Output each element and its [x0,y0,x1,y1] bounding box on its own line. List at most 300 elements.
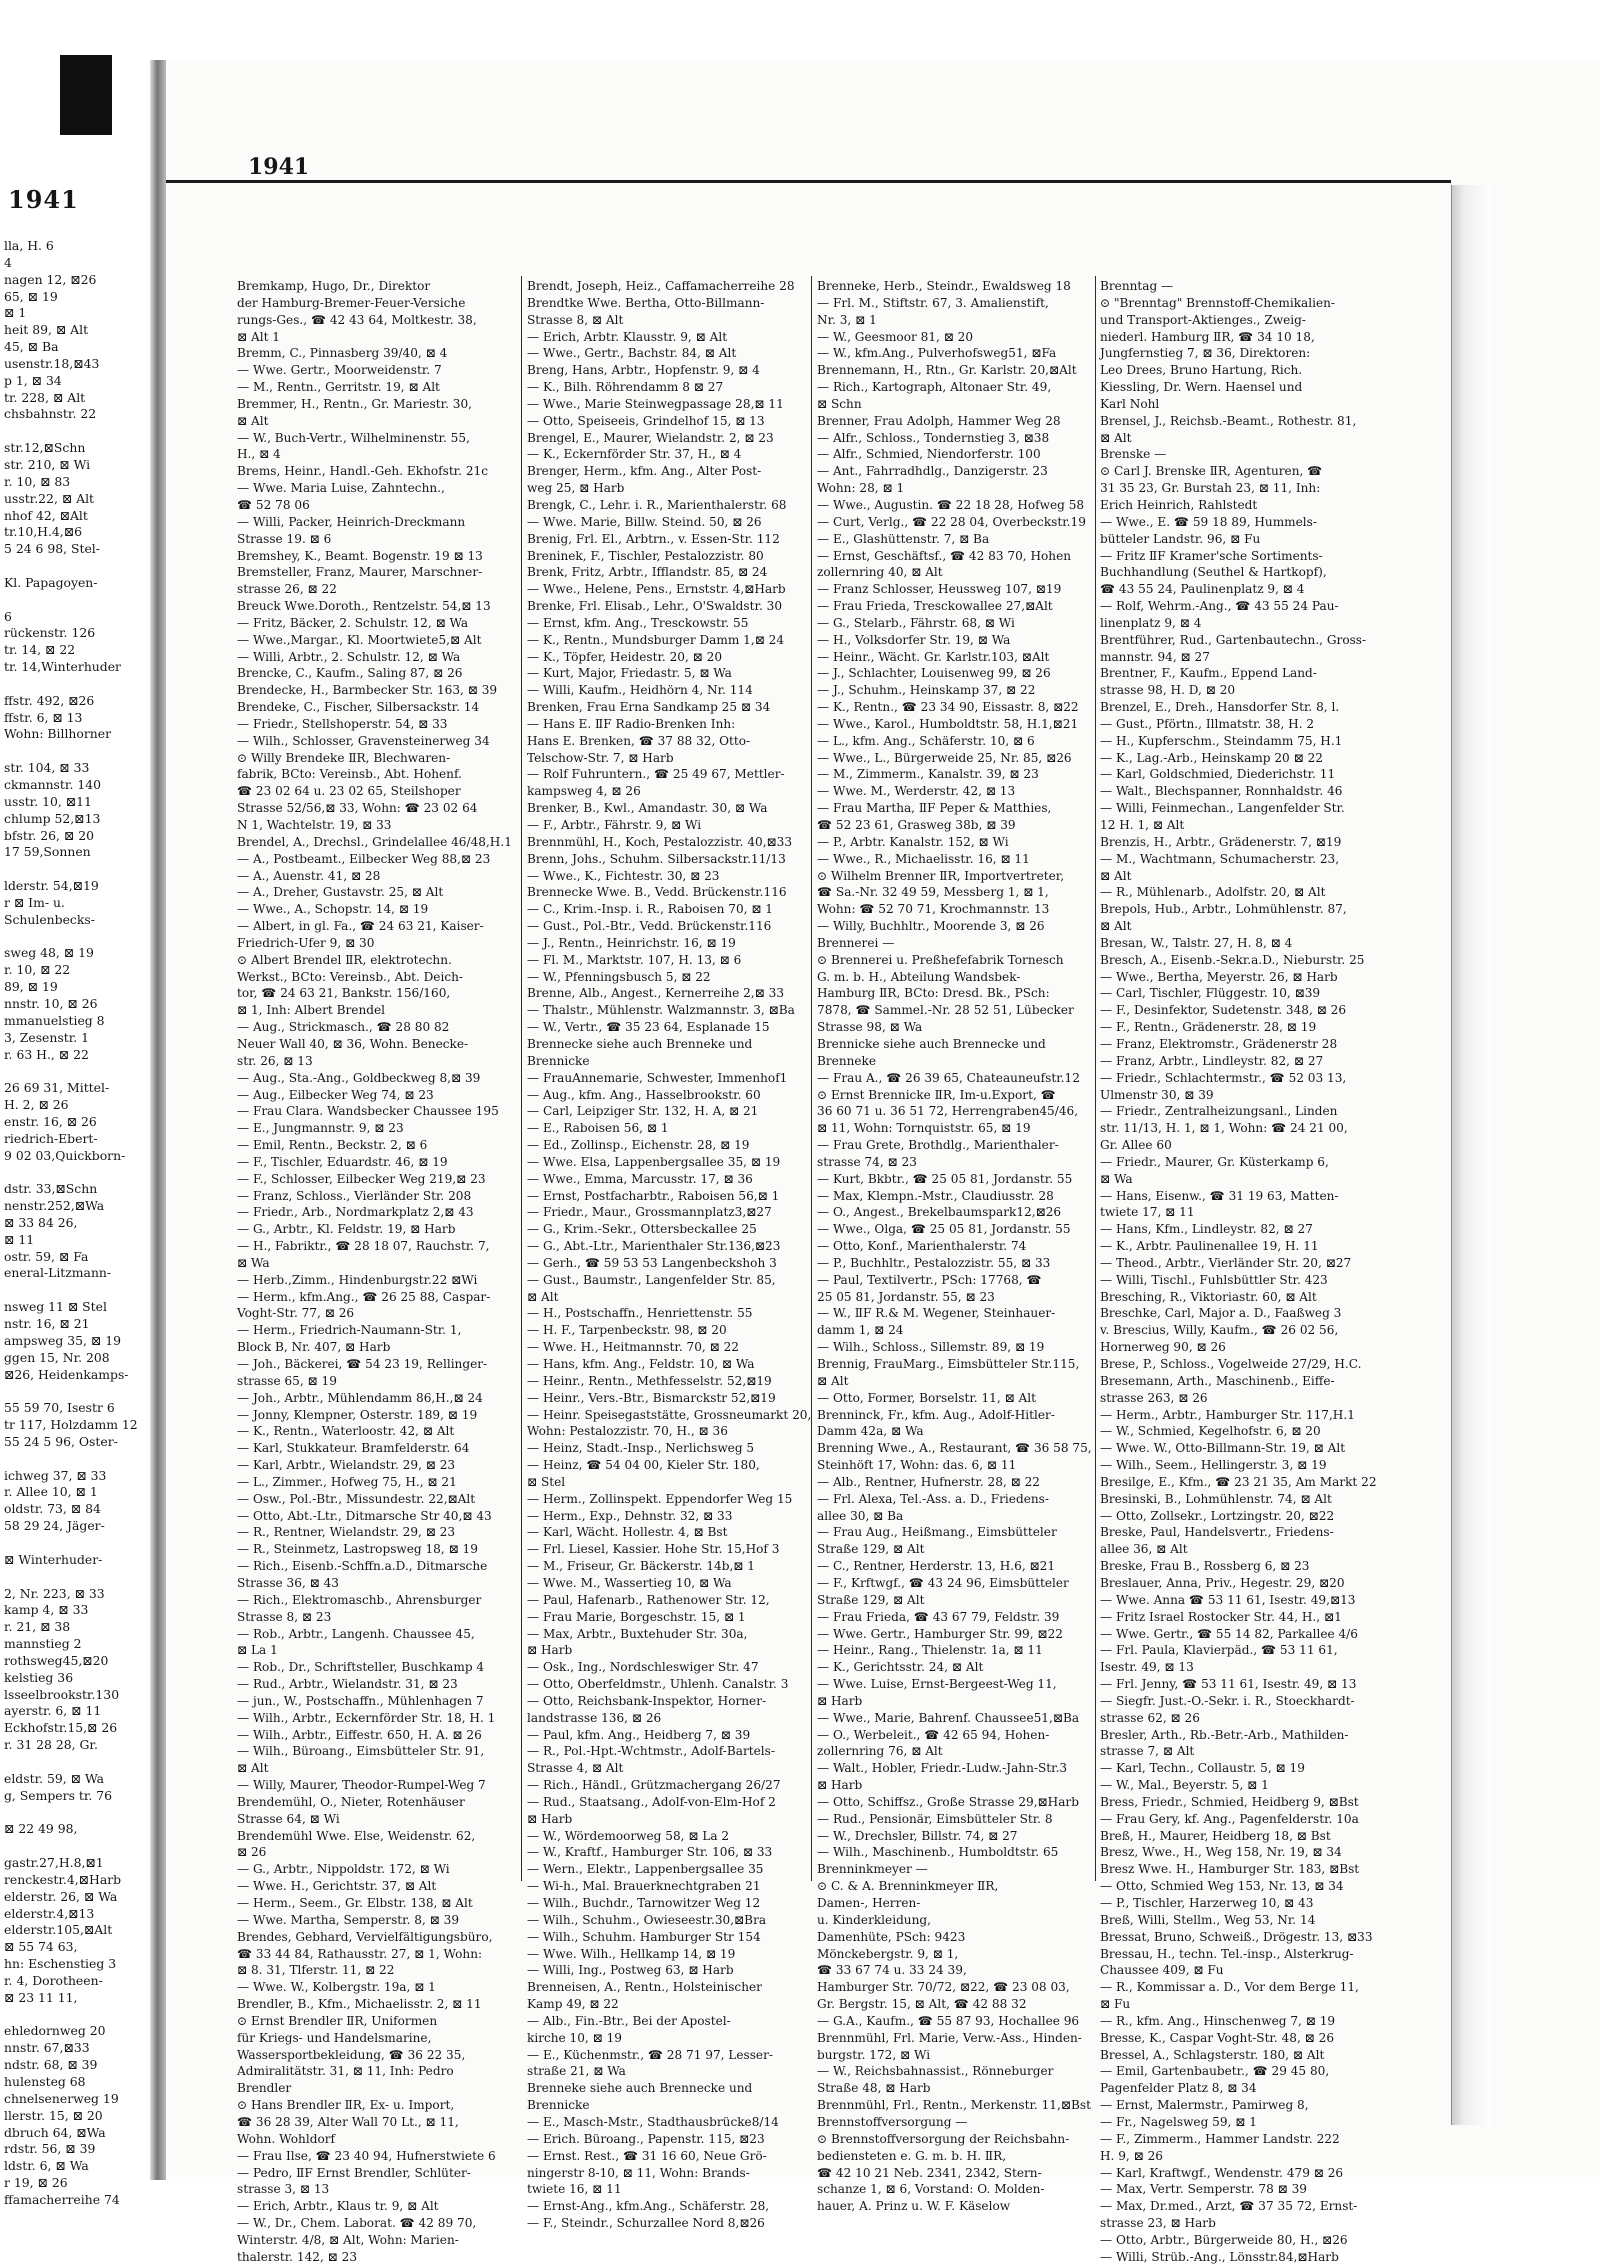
directory-entry-line: Strasse 19. ⊠ 6 [237,531,332,546]
directory-entry-line: — Otto, Schmied Weg 153, Nr. 13, ⊠ 34 [1100,1879,1344,1894]
page-edge-shadow [1451,185,1492,2125]
directory-entry-line: — G., Abt.-Ltr., Marienthaler Str.136,⊠23 [527,1239,781,1254]
directory-entry-line: — Frau A., ☎ 26 39 65, Chateauneufstr.12 [817,1070,1080,1085]
directory-entry-line: — Karl, Kraftwgf., Wendenstr. 479 ⊠ 26 [1100,2165,1344,2180]
previous-page-line: rdstr. 56, ⊠ 39 [4,2141,96,2157]
directory-entry-line: — Frl. Paula, Klavierpäd., ☎ 53 11 61, [1100,1643,1338,1658]
directory-entry-line: 36 60 71 u. 36 51 72, Herrengraben45/46, [817,1104,1079,1119]
directory-entry-line: Brenner, Frau Adolph, Hammer Weg 28 [817,413,1061,428]
directory-entry-line: — Karl, Wächt. Hollestr. 4, ⊠ Bst [527,1525,728,1540]
directory-entry-line: — Rud., Staatsang., Adolf-von-Elm-Hof 2 [527,1794,776,1809]
directory-entry-line: Strasse 8, ⊠ Alt [527,312,624,327]
directory-entry-line: v. Brescius, Willy, Kaufm., ☎ 26 02 56, [1100,1323,1339,1338]
directory-entry-line: — Karl, Goldschmied, Diederichstr. 11 [1100,767,1336,782]
directory-entry-line: — Aug., Eilbecker Weg 74, ⊠ 23 [237,1087,434,1102]
previous-page-line: 2, Nr. 223, ⊠ 33 [4,1585,105,1601]
directory-entry-line: und Transport-Aktienges., Zweig- [1100,312,1306,327]
directory-entry-line: — Curt, Verlg., ☎ 22 28 04, Overbeckstr.19 [817,514,1086,529]
directory-entry-line: — Heinr., Vers.-Btr., Bismarckstr 52,⊠19 [527,1390,776,1405]
directory-entry-line: — Willi, Strüb.-Ang., Lönsstr.84,⊠Harb [1100,2249,1339,2264]
directory-entry-line: Brennmühl, H., Koch, Pestalozzistr. 40,⊠33 [527,834,793,849]
previous-page-line: tr 117, Holzdamm 12 [4,1417,138,1433]
directory-entry-line: — H., Kupferschm., Steindamm 75, H.1 [1100,733,1343,748]
directory-entry-line: Hornerweg 90, ⊠ 26 [1100,1340,1226,1355]
directory-entry-line: Brennecke Wwe. B., Vedd. Brückenstr.116 [527,885,787,900]
directory-entry-line: — K., Eckernförder Str. 37, H., ⊠ 4 [527,447,742,462]
directory-entry-line: — Herm., kfm.Ang., ☎ 26 25 88, Caspar- [237,1289,491,1304]
directory-entry-line: — F., Steindr., Schurzallee Nord 8,⊠26 [527,2216,765,2231]
directory-entry-line: Buchhandlung (Seuthel & Hartkopf), [1100,565,1327,580]
previous-page-line: 9 02 03,Quickborn- [4,1147,126,1163]
directory-entry-line: — Wilh., Maschinenb., Humboldtstr. 65 [817,1845,1059,1860]
directory-entry-line: Strasse 52/56,⊠ 33, Wohn: ☎ 23 02 64 [237,801,478,816]
directory-entry-line: — F., Zimmerm., Hammer Landstr. 222 [1100,2131,1340,2146]
directory-entry-line: — Ernst-Ang., kfm.Ang., Schäferstr. 28, [527,2199,770,2214]
directory-entry-line: Brendler [237,2081,292,2096]
directory-entry-line: strasse 74, ⊠ 23 [817,1154,917,1169]
directory-entry-line: — J., Schuhm., Heinskamp 37, ⊠ 22 [817,683,1036,698]
directory-entry-line: Brenger, Herm., kfm. Ang., Alter Post- [527,464,762,479]
previous-page-line: ndstr. 68, ⊠ 39 [4,2057,98,2073]
previous-page-line: ffstr. 6, ⊠ 13 [4,709,83,725]
previous-page-line: H. 2, ⊠ 26 [4,1097,69,1113]
previous-page-line: 6 [4,608,12,624]
directory-entry-line: Pagenfelder Platz 8, ⊠ 34 [1100,2081,1257,2096]
directory-entry-line: — W., Reichsbahnassist., Rönneburger [817,2064,1054,2079]
previous-page-line [4,1164,154,1181]
directory-entry-line: — Herm., Arbtr., Hamburger Str. 117,H.1 [1100,1407,1355,1422]
directory-entry-line: ningerstr 8-10, ⊠ 11, Wohn: Brands- [527,2165,750,2180]
directory-entry-line: ⊠ Schn [817,396,862,411]
directory-entry-line: — Fritz ⅡF Kramer'sche Sortiments- [1100,548,1323,563]
directory-entry-line: ⊠ Wa [1100,1171,1133,1186]
directory-entry-line: — Paul, kfm. Ang., Heidberg 7, ⊠ 39 [527,1727,751,1742]
directory-column-2 [527,278,812,2231]
directory-entry-line: — Pedro, ⅡF Ernst Brendler, Schlüter- [237,2165,471,2180]
directory-entry-line: — Aug., Sta.-Ang., Goldbeckweg 8,⊠ 39 [237,1070,481,1085]
directory-entry-line: — Otto, Zollsekr., Lortzingstr. 20, ⊠22 [1100,1508,1335,1523]
directory-entry-line: Bresching, R., Viktoriastr. 60, ⊠ Alt [1100,1289,1317,1304]
directory-entry-line: — Wilh., Büroang., Eimsbütteler Str. 91, [237,1744,485,1759]
directory-entry-line: — Paul, Textilvertr., PSch: 17768, ☎ [817,1272,1042,1287]
directory-entry-line: G. m. b. H., Abteilung Wandsbek- [817,969,1021,984]
directory-entry-line: — Wilh., Arbtr., Eiffestr. 650, H. A. ⊠ 26 [237,1727,482,1742]
directory-entry-line: Brenken, Frau Erna Sandkamp 25 ⊠ 34 [527,700,771,715]
directory-entry-line: — W., Schmied, Kegelhofstr. 6, ⊠ 20 [1100,1424,1321,1439]
previous-page-line: enstr. 16, ⊠ 26 [4,1113,97,1129]
directory-entry-line: — R., Mühlenarb., Adolfstr. 20, ⊠ Alt [1100,885,1326,900]
previous-page-line [4,1804,154,1821]
directory-entry-line: — W., ⅡF R.& M. Wegener, Steinhauer- [817,1306,1056,1321]
directory-entry-line: — Wi-h., Mal. Brauerknechtgraben 21 [527,1879,761,1894]
directory-entry-line: ⊙ "Brenntag" Brennstoff-Chemikalien- [1100,295,1336,310]
directory-entry-line: strasse 62, ⊠ 26 [1100,1710,1200,1725]
previous-page-line: ⊠ 23 11 11, [4,1989,78,2005]
directory-entry-line: ☎ 43 55 24, Paulinenplatz 9, ⊠ 4 [1100,582,1305,597]
directory-entry-line: — Fr., Nagelsweg 59, ⊠ 1 [1100,2114,1257,2129]
directory-entry-line: — Frau Grete, Brothdlg., Marienthaler- [817,1138,1059,1153]
previous-page-line: 4 [4,254,12,270]
directory-entry-line: — R., Rentner, Wielandstr. 29, ⊠ 23 [237,1525,456,1540]
directory-entry-line: Kiessling, Dr. Wern. Haensel und [1100,380,1303,395]
directory-entry-line: Erich Heinrich, Rahlstedt [1100,497,1258,512]
directory-entry-line: Brendt, Joseph, Heiz., Caffamacherreihe 28 [527,279,795,293]
directory-entry-line: ☎ 33 44 84, Rathausstr. 27, ⊠ 1, Wohn: [237,1946,483,1961]
directory-entry-line: Isestr. 49, ⊠ 13 [1100,1660,1194,1675]
directory-page [166,60,1600,2264]
previous-page-line: r. 10, ⊠ 83 [4,473,71,489]
directory-entry-line: — Friedr., Maur., Grossmannplatz3,⊠27 [527,1205,772,1220]
directory-entry-line: Brendemühl, O., Nieter, Rotenhäuser [237,1794,465,1809]
directory-entry-line: — W., Vertr., ☎ 35 23 64, Esplanade 15 [527,1020,770,1035]
directory-entry-line: — F., Arbtr., Fährstr. 9, ⊠ Wi [527,818,702,832]
previous-page-line: tr. 228, ⊠ Alt [4,389,86,405]
directory-entry-line: strasse 7, ⊠ Alt [1100,1744,1195,1759]
directory-entry-line: ☎ 23 02 64 u. 23 02 65, Steilshoper [237,784,461,799]
directory-entry-line: — Wwe. M., Wassertieg 10, ⊠ Wa [527,1575,732,1590]
directory-entry-line: — Albert, in gl. Fa., ☎ 24 63 21, Kaiser- [237,919,484,934]
previous-page-line: Wohn: Billhorner [4,726,112,742]
directory-entry-line: strasse 65, ⊠ 19 [237,1373,337,1388]
directory-entry-line: — Walt., Hobler, Friedr.-Ludw.-Jahn-Str.3 [817,1761,1068,1776]
directory-entry-line: — K., Arbtr. Paulinenallee 19, H. 11 [1100,1239,1319,1254]
previous-page-line: ostr. 59, ⊠ Fa [4,1248,89,1264]
directory-entry-line: — P., Tischler, Harzerweg 10, ⊠ 43 [1100,1896,1314,1910]
directory-entry-line: — W., Wördemoorweg 58, ⊠ La 2 [527,1828,730,1843]
directory-entry-line: Bremshey, K., Beamt. Bogenstr. 19 ⊠ 13 [237,548,483,563]
directory-entry-line: bütteler Landstr. 96, ⊠ Fu [1100,531,1261,546]
directory-entry-line: ⊙ Willy Brendeke ⅡR, Blechwaren- [237,750,451,765]
directory-entry-line: ⊠ Alt [1100,430,1132,445]
directory-entry-line: — Rolf, Wehrm.-Ang., ☎ 43 55 24 Pau- [1100,599,1339,614]
directory-entry-line: — Heinz, Stadt.-Insp., Nerlichsweg 5 [527,1441,755,1456]
directory-entry-line: — Carl, Leipziger Str. 132, H. A, ⊠ 21 [527,1104,759,1119]
previous-page-line: nnstr. 10, ⊠ 26 [4,995,98,1011]
directory-entry-line: strasse 98, H. D, ⊠ 20 [1100,683,1236,698]
directory-entry-line: — K., Lag.-Arb., Heinskamp 20 ⊠ 22 [1100,750,1323,765]
directory-entry-line: — F., Schlosser, Eilbecker Weg 219,⊠ 23 [237,1171,486,1186]
directory-entry-line: — E., Küchenmstr., ☎ 28 71 97, Lesser- [527,2047,773,2062]
directory-entry-line: — E., Raboisen 56, ⊠ 1 [527,1121,669,1136]
directory-entry-line: Brennicke [527,1053,590,1068]
directory-entry-line: — Kurt, Bkbtr., ☎ 25 05 81, Jordanstr. 55 [817,1171,1073,1186]
directory-entry-line: Bremmer, H., Rentn., Gr. Mariestr. 30, [237,396,473,411]
directory-entry-line: — Hans, kfm. Ang., Feldstr. 10, ⊠ Wa [527,1357,755,1371]
directory-entry-line: Gr. Bergstr. 15, ⊠ Alt, ☎ 42 88 32 [817,1997,1027,2012]
previous-page-line: ggen 15, Nr. 208 [4,1349,110,1365]
directory-entry-line: — C., Rentner, Herderstr. 13, H.6, ⊠21 [817,1559,1056,1574]
directory-entry-line: — Joh., Bäckerei, ☎ 54 23 19, Rellinger- [237,1357,488,1371]
previous-page-line: r. 31 28 28, Gr. [4,1737,98,1753]
directory-entry-line: — Herm., Zollinspekt. Eppendorfer Weg 15 [527,1491,793,1506]
directory-entry-line: ⊠ Harb [817,1778,863,1793]
directory-entry-line: — H., Volksdorfer Str. 19, ⊠ Wa [817,632,1011,647]
directory-entry-line: ⊙ Albert Brendel ⅡR, elektrotechn. [237,952,452,967]
directory-entry-line: H., ⊠ 4 [237,447,281,462]
directory-entry-line: ⊙ Carl J. Brenske ⅡR, Agenturen, ☎ [1100,464,1323,479]
directory-entry-line: — Wilh., Schloss., Sillemstr. 89, ⊠ 19 [817,1340,1045,1355]
directory-entry-line: Brenke, Frl. Elisab., Lehr., O'Swaldstr. 30 [527,599,783,614]
directory-entry-line: ⊠ Harb [817,1693,863,1708]
directory-entry-line: — Frau Marie, Borgeschstr. 15, ⊠ 1 [527,1609,746,1624]
directory-entry-line: — M., Zimmerm., Kanalstr. 39, ⊠ 23 [817,767,1039,782]
directory-entry-line: — Erich. Büroang., Papenstr. 115, ⊠23 [527,2131,765,2146]
directory-entry-line: — Ant., Fahrradhdlg., Danzigerstr. 23 [817,464,1048,479]
directory-entry-line: — Erich, Arbtr. Klausstr. 9, ⊠ Alt [527,329,728,344]
directory-entry-line: Brenn, Johs., Schuhm. Silbersackstr.11/13 [527,851,786,866]
previous-page-line: ffamacherreihe 74 [4,2191,120,2207]
directory-entry-line: 7878, ☎ Sammel.-Nr. 28 52 51, Lübecker [817,1003,1074,1018]
directory-entry-line: Bressel, A., Schlagsterstr. 180, ⊠ Alt [1100,2047,1325,2062]
directory-entry-line: Wohn: ☎ 52 70 71, Krochmannstr. 13 [817,902,1050,917]
directory-entry-line: ⊠ Alt 1 [237,329,280,344]
directory-entry-line: — Friedr., Schlachtermstr., ☎ 52 03 13, [1100,1070,1347,1085]
previous-page-line [4,743,154,760]
book-spine [150,60,166,2180]
directory-entry-line: Straße 48, ⊠ Harb [817,2081,931,2096]
directory-entry-line: Brentner, F., Kaufm., Eppend Land- [1100,666,1317,681]
directory-entry-line: Brenzel, E., Dreh., Hansdorfer Str. 8, l. [1100,700,1340,715]
directory-entry-line: Bresz, Wwe., H., Weg 158, Nr. 19, ⊠ 34 [1100,1845,1342,1860]
directory-entry-line: Neuer Wall 40, ⊠ 36, Wohn. Benecke- [237,1036,469,1051]
directory-entry-line: — M., Wachtmann, Schumacherstr. 23, [1100,851,1340,866]
previous-page-line: sweg 48, ⊠ 19 [4,945,94,961]
directory-entry-line: — R., Pol.-Hpt.-Wchtmstr., Adolf-Bartels- [527,1744,775,1759]
directory-entry-line: — Gust., Pförtn., Illmatstr. 38, H. 2 [1100,716,1315,731]
directory-entry-line: — Friedr., Arb., Nordmarkplatz 2,⊠ 43 [237,1205,474,1220]
directory-entry-line: — Wwe.,Margar., Kl. Moortwiete5,⊠ Alt [237,632,482,647]
directory-entry-line: Brenig, Frl. El., Arbtrn., v. Essen-Str. 112 [527,531,780,546]
directory-entry-line: Brenntag — [1100,279,1174,293]
directory-entry-line: — Heinr., Wächt. Gr. Karlstr.103, ⊠Alt [817,649,1050,664]
directory-entry-line: — Franz, Elektromstr., Grädenerstr 28 [1100,1036,1338,1051]
previous-page-line: usenstr.18,⊠43 [4,355,100,371]
directory-entry-line: — Frau Ilse, ☎ 23 40 94, Hufnerstwiete 6 [237,2148,496,2163]
directory-entry-line: Bress, Friedr., Schmied, Heidberg 9, ⊠Bst [1100,1794,1359,1809]
directory-entry-line: — W., Pfenningsbusch 5, ⊠ 22 [527,969,711,984]
directory-entry-line: — Herm., Exp., Dehnstr. 32, ⊠ 33 [527,1508,733,1523]
directory-entry-line: — Rich., Händl., Grützmachergang 26/27 [527,1778,781,1793]
directory-entry-line: landstrasse 136, ⊠ 26 [527,1710,662,1725]
directory-entry-line: — K., Rentn., ☎ 23 34 90, Eissastr. 8, ⊠22 [817,700,1079,715]
directory-entry-line: — Frau Frieda, Tresckowallee 27,⊠Alt [817,599,1053,614]
directory-entry-line: — Willi, Tischl., Fuhlsbüttler Str. 423 [1100,1272,1328,1287]
directory-entry-line: — Otto, Former, Borselstr. 11, ⊠ Alt [817,1390,1037,1405]
previous-page-line: lderstr. 54,⊠19 [4,878,99,894]
previous-page-line: nagen 12, ⊠26 [4,271,97,287]
directory-entry-line: — Wwe. H., Gerichtstr. 37, ⊠ Alt [237,1879,437,1894]
directory-entry-line: — Hans E. ⅡF Radio-Brenken Inh: [527,716,736,731]
directory-entry-line: — Wwe. Anna ☎ 53 11 61, Isestr. 49,⊠13 [1100,1592,1356,1607]
directory-entry-line: — R., Kommissar a. D., Vor dem Berge 11, [1100,1980,1359,1995]
directory-entry-line: Jungfernstieg 7, ⊠ 36, Direktoren: [1100,346,1311,361]
directory-entry-line: — H., Fabriktr., ☎ 28 18 07, Rauchstr. 7, [237,1239,490,1254]
directory-entry-line: — Alb., Fin.-Btr., Bei der Apostel- [527,2013,731,2028]
previous-page-line: oldstr. 73, ⊠ 84 [4,1501,101,1517]
directory-entry-line: — Willi, Packer, Heinrich-Dreckmann [237,514,466,529]
directory-entry-line: damm 1, ⊠ 24 [817,1323,904,1338]
previous-page-line [4,1754,154,1771]
directory-entry-line: — Thalstr., Mühlenstr. Walzmannstr. 3, ⊠Ba [527,1003,795,1018]
directory-entry-line: — K., Gerichtsstr. 24, ⊠ Alt [817,1660,984,1675]
directory-entry-line: — Wwe., Karol., Humboldtstr. 58, H.1,⊠21 [817,716,1079,731]
previous-page-line: r. 63 H., ⊠ 22 [4,1046,89,1062]
directory-entry-line: ⊠ 11, Wohn: Tornquiststr. 65, ⊠ 19 [817,1121,1031,1136]
directory-entry-line: Brendes, Gebhard, Vervielfältigungsbüro, [237,1929,493,1944]
directory-entry-line: Gr. Allee 60 [1100,1138,1172,1153]
previous-page-line: ehledornweg 20 [4,2023,106,2039]
directory-entry-line: — Wwe., Emma, Marcusstr. 17, ⊠ 36 [527,1171,753,1186]
directory-entry-line: — H. F., Tarpenbeckstr. 98, ⊠ 20 [527,1323,727,1338]
previous-page-line: ffstr. 492, ⊠26 [4,692,95,708]
directory-entry-line: — Otto, Konf., Marienthalerstr. 74 [817,1239,1027,1254]
directory-entry-line: Brendemühl Wwe. Else, Weidenstr. 62, [237,1828,476,1843]
directory-entry-line: — Friedr., Stellshoperstr. 54, ⊠ 33 [237,716,448,731]
directory-entry-line: Brennemann, H., Rtn., Gr. Karlstr. 20,⊠Alt [817,363,1077,378]
previous-page-line: r. 21, ⊠ 38 [4,1619,71,1635]
directory-entry-line: H. 9, ⊠ 26 [1100,2148,1163,2163]
directory-entry-line: Hamburger Str. 70/72, ⊠22, ☎ 23 08 03, [817,1980,1070,1995]
directory-entry-line: — Kurt, Major, Friedastr. 5, ⊠ Wa [527,666,732,681]
directory-entry-line: — Aug., kfm. Ang., Hasselbrookstr. 60 [527,1087,761,1102]
previous-page-line [4,1451,154,1468]
directory-entry-line: Friedrich-Ufer 9, ⊠ 30 [237,935,375,950]
directory-entry-line: — E., Masch-Mstr., Stadthausbrücke8/14 [527,2114,779,2129]
directory-entry-line: Breske, Frau B., Rossberg 6, ⊠ 23 [1100,1559,1310,1574]
directory-entry-line: — M., Rentn., Gerritstr. 19, ⊠ Alt [237,380,440,395]
previous-page-line [4,861,154,878]
directory-entry-line: twiete 16, ⊠ 11 [527,2182,622,2197]
directory-entry-line: strasse 263, ⊠ 26 [1100,1390,1208,1405]
directory-entry-line: — Rob., Dr., Schriftsteller, Buschkamp 4 [237,1660,485,1675]
directory-entry-line: Bresler, Arth., Rb.-Betr.-Arb., Mathilden- [1100,1727,1349,1742]
directory-entry-line: Wohn: 28, ⊠ 1 [817,481,905,496]
previous-page-line: r 19, ⊠ 26 [4,2175,68,2191]
directory-entry-line: — W., Dr., Chem. Laborat. ☎ 42 89 70, [237,2216,477,2231]
previous-page-line: riedrich-Ebert- [4,1130,98,1146]
previous-page-line: rückenstr. 126 [4,625,96,641]
directory-entry-line: — Frau Gery, kf. Ang., Pagenfelderstr. 10a [1100,1811,1359,1826]
directory-entry-line: tor, ☎ 24 63 21, Bankstr. 156/160, [237,986,451,1001]
directory-entry-line: Damenhüte, PSch: 9423 [817,1929,966,1944]
directory-entry-line: — Herm., Seem., Gr. Elbstr. 138, ⊠ Alt [237,1896,473,1910]
directory-entry-line: Bremsteller, Franz, Maurer, Marschner- [237,565,483,580]
directory-entry-line: ⊙ Wilhelm Brenner ⅡR, Importvertreter, [817,868,1065,883]
directory-entry-line: — Ernst, Postfacharbtr., Raboisen 56,⊠ 1 [527,1188,780,1203]
previous-page-line: bfstr. 26, ⊠ 20 [4,827,95,843]
directory-entry-line: Brengel, E., Maurer, Wielandstr. 2, ⊠ 23 [527,430,774,445]
previous-page-line: hn: Eschenstieg 3 [4,1956,117,1972]
previous-page-line: chnelsenerweg 19 [4,2090,119,2106]
previous-page-line: ichweg 37, ⊠ 33 [4,1467,107,1483]
directory-entry-line: — Ernst, Malermstr., Pamirweg 8, [1100,2098,1309,2113]
directory-entry-line: kampsweg 4, ⊠ 26 [527,784,641,799]
directory-entry-line: Voght-Str. 77, ⊠ 26 [237,1306,355,1321]
page-header-year: 1941 [248,154,310,180]
directory-entry-line: Mönckebergstr. 9, ⊠ 1, [817,1946,959,1961]
directory-entry-line: — Wwe., Marie Steinwegpassage 28,⊠ 11 [527,396,784,411]
previous-page-line: Kl. Papagoyen- [4,574,98,590]
directory-entry-line: ⊠ 26 [237,1845,267,1860]
directory-entry-line: — Frl. Alexa, Tel.-Ass. a. D., Friedens- [817,1491,1049,1506]
directory-entry-line: — Friedr., Maurer, Gr. Küsterkamp 6, [1100,1154,1329,1169]
directory-entry-line: bediensteten e. G. m. b. H. ⅡR, [817,2148,1007,2163]
directory-entry-line: Brenning Wwe., A., Restaurant, ☎ 36 58 75, [817,1441,1092,1456]
previous-page-line: Schulenbecks- [4,911,95,927]
directory-entry-line: Brennicke [527,2098,590,2113]
previous-page-line: nsweg 11 ⊠ Stel [4,1299,107,1315]
directory-entry-line: — Joh., Arbtr., Mühlendamm 86,H.,⊠ 24 [237,1390,483,1405]
previous-page-line: p 1, ⊠ 34 [4,372,62,388]
directory-entry-line: — Wilh., Schuhm. Hamburger Str 154 [527,1929,761,1944]
directory-entry-line: 31 35 23, Gr. Burstah 23, ⊠ 11, Inh: [1100,481,1321,496]
directory-entry-line: strasse 26, ⊠ 22 [237,582,337,597]
directory-entry-line: Brennmühl, Frl., Rentn., Merkenstr. 11,⊠Bst [817,2098,1091,2113]
directory-entry-line: Brennicke siehe auch Brennecke und [817,1036,1046,1051]
directory-entry-line: — Ernst, Geschäftsf., ☎ 42 83 70, Hohen [817,548,1072,563]
directory-entry-line: — Erich, Arbtr., Klaus tr. 9, ⊠ Alt [237,2199,439,2214]
previous-page-line: tr.10,H.4,⊠6 [4,524,83,540]
previous-page-line: str.12,⊠Schn [4,440,86,456]
previous-page-line: 45, ⊠ Ba [4,339,59,355]
directory-entry-line: Breschke, Carl, Major a. D., Faaßweg 3 [1100,1306,1342,1321]
directory-entry-line: — Karl, Stukkateur. Bramfelderstr. 64 [237,1441,470,1456]
directory-entry-line: Chaussee 409, ⊠ Fu [1100,1963,1224,1978]
directory-entry-line: — L., kfm. Ang., Schäferstr. 10, ⊠ 6 [817,733,1035,748]
previous-page-line: usstr. 10, ⊠11 [4,793,92,809]
previous-page-line [4,423,154,440]
directory-entry-line: Brenzis, H., Arbtr., Grädenerstr. 7, ⊠19 [1100,834,1342,849]
previous-page-line: ampsweg 35, ⊠ 19 [4,1332,121,1348]
directory-entry-line: Brentführer, Rud., Gartenbautechn., Gross- [1100,632,1367,647]
directory-entry-line: Damen-, Herren- [817,1896,921,1910]
directory-entry-line: — K., Töpfer, Heidestr. 20, ⊠ 20 [527,649,723,664]
directory-entry-line: Breß, H., Maurer, Heidberg 18, ⊠ Bst [1100,1828,1331,1843]
directory-entry-line: ☎ 33 67 74 u. 33 24 39, [817,1963,967,1978]
previous-page-line: lla, H. 6 [4,238,54,253]
directory-entry-line: — Osk., Ing., Nordschleswiger Str. 47 [527,1660,759,1675]
previous-page-entries [4,238,154,2209]
directory-entry-line: Brendler, B., Kfm., Michaelisstr. 2, ⊠ 11 [237,1997,482,2012]
directory-entry-line: burgstr. 172, ⊠ Wi [817,2047,931,2062]
previous-page-line [4,1569,154,1586]
directory-column-4 [1100,278,1394,2264]
directory-entry-line: — Wwe., Marie, Bahrenf. Chaussee51,⊠Ba [817,1710,1080,1725]
directory-entry-line: Bremkamp, Hugo, Dr., Direktor [237,279,431,293]
directory-entry-line: Bresan, W., Talstr. 27, H. 8, ⊠ 4 [1100,935,1293,950]
directory-entry-line: — Frl. Liesel, Kassier. Hohe Str. 15,Hof 3 [527,1542,780,1557]
directory-entry-line: — Herm., Friedrich-Naumann-Str. 1, [237,1323,462,1338]
previous-page-line: 3, Zesenstr. 1 [4,1029,90,1045]
previous-page-header: 1941 [8,185,79,214]
directory-entry-line: Brensel, J., Reichsb.-Beamt., Rothestr. 81, [1100,413,1357,428]
previous-page-line: llerstr. 15, ⊠ 20 [4,2107,103,2123]
directory-entry-line: — Willi, Feinmechan., Langenfelder Str. [1100,801,1345,816]
previous-page-line: ⊠26, Heidenkamps- [4,1366,129,1382]
directory-entry-line: ☎ Sa.-Nr. 32 49 59, Messberg 1, ⊠ 1, [817,885,1049,900]
directory-entry-line: — Wilh., Schuhm., Owieseestr.30,⊠Bra [527,1912,767,1927]
directory-entry-line: — Wwe. Wilh., Hellkamp 14, ⊠ 19 [527,1946,736,1961]
directory-entry-line: — Aug., Strickmasch., ☎ 28 80 82 [237,1020,450,1035]
directory-entry-line: — A., Dreher, Gustavstr. 25, ⊠ Alt [237,885,444,900]
previous-page-line: ⊠ 55 74 63, [4,1939,78,1955]
directory-entry-line: — F., Desinfektor, Sudetenstr. 348, ⊠ 26 [1100,1003,1347,1018]
previous-page-line: nstr. 16, ⊠ 21 [4,1316,90,1331]
directory-entry-line: Brendeke, C., Fischer, Silbersackstr. 14 [237,700,480,715]
directory-entry-line: ⊠ 8. 31, Tlferstr. 11, ⊠ 22 [237,1963,395,1978]
previous-page-line: elderstr.105,⊠Alt [4,1922,113,1938]
previous-page-line [4,676,154,693]
